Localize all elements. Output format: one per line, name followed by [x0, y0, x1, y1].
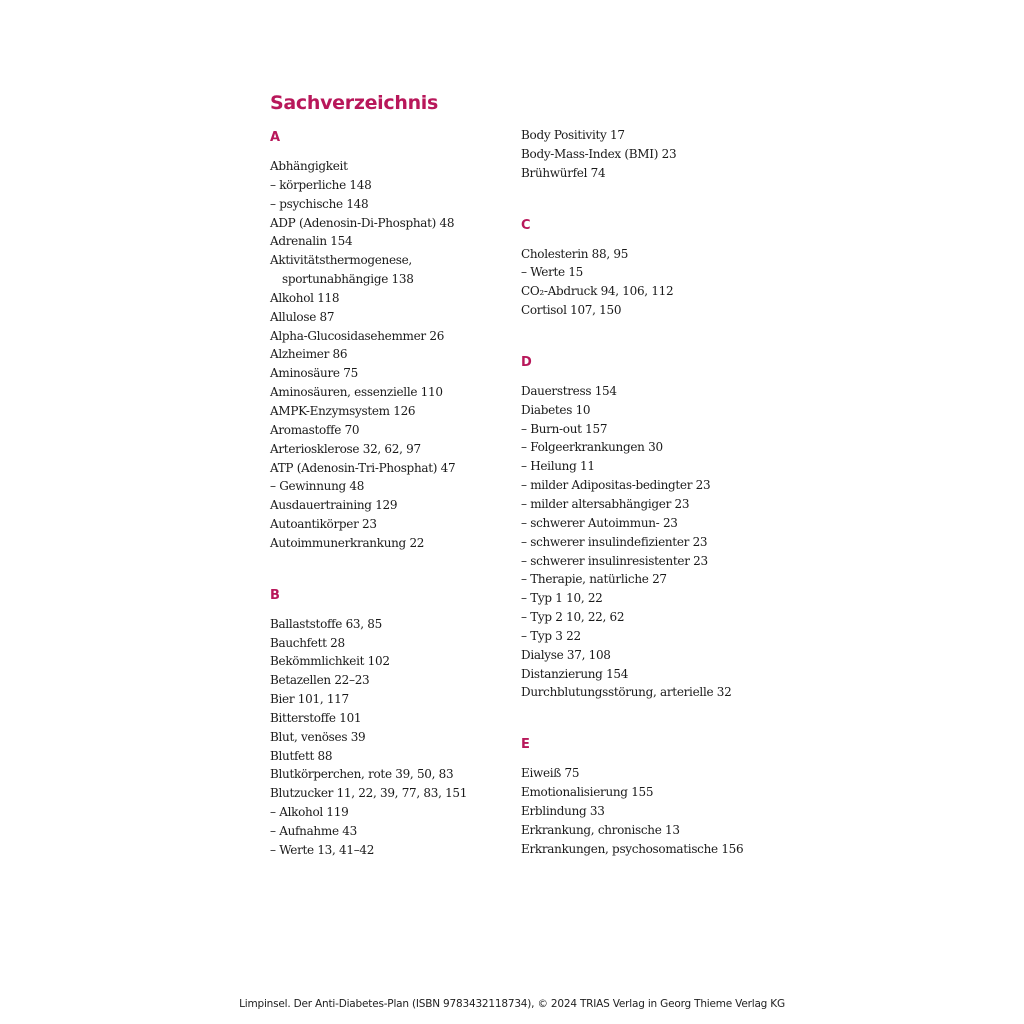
- index-entry: Bekömmlichkeit 102: [270, 654, 390, 669]
- index-entry: – milder Adipositas-bedingter 23: [521, 478, 711, 493]
- index-entry: Ausdauertraining 129: [270, 498, 398, 513]
- section-letter: C: [521, 217, 531, 233]
- index-entry: Aromastoffe 70: [270, 422, 360, 437]
- index-entry: Erkrankungen, psychosomatische 156: [521, 841, 744, 856]
- index-entry: Aktivitätsthermogenese,: [270, 253, 412, 268]
- index-entry: CO₂-Abdruck 94, 106, 112: [521, 284, 674, 299]
- index-entry: – Heilung 11: [521, 459, 595, 474]
- index-entry: – Gewinnung 48: [270, 479, 365, 494]
- index-entry: Blut, venöses 39: [270, 729, 366, 744]
- index-entry: Brühwürfel 74: [521, 165, 606, 180]
- index-entry: Bauchfett 28: [270, 635, 345, 650]
- index-entry: – schwerer insulindefizienter 23: [521, 534, 708, 549]
- section-letter: A: [270, 130, 281, 145]
- index-entry: – Typ 2 10, 22, 62: [521, 610, 625, 625]
- index-entry: Erblindung 33: [521, 803, 605, 818]
- index-entry: Body-Mass-Index (BMI) 23: [521, 146, 677, 161]
- index-entry: Ballaststoffe 63, 85: [270, 616, 382, 631]
- index-entry: – Werte 13, 41–42: [270, 842, 375, 857]
- index-entry: Emotionalisierung 155: [521, 785, 654, 800]
- index-entry: – Typ 1 10, 22: [521, 591, 603, 606]
- index-section: [521, 351, 761, 702]
- index-entry: Erkrankung, chronische 13: [521, 822, 680, 837]
- index-entry: sportunabhängige 138: [282, 272, 414, 287]
- index-entry: Bitterstoffe 101: [270, 710, 362, 725]
- index-entry: Aminosäuren, essenzielle 110: [270, 385, 443, 400]
- index-section: [521, 126, 761, 183]
- index-entry: Blutkörperchen, rote 39, 50, 83: [270, 767, 454, 782]
- index-entry: ATP (Adenosin-Tri-Phosphat) 47: [270, 460, 456, 475]
- section-letter: B: [270, 587, 280, 603]
- section-letter: D: [521, 354, 532, 370]
- section-letter: E: [521, 737, 530, 753]
- index-entry: Alzheimer 86: [270, 347, 348, 362]
- index-entry: – Typ 3 22: [521, 628, 581, 643]
- index-entry: Alpha-Glucosidasehemmer 26: [270, 328, 445, 343]
- index-entry: Cholesterin 88, 95: [521, 246, 629, 261]
- index-entry: Alkohol 118: [270, 290, 340, 305]
- page-title: Sachverzeichnis: [270, 92, 439, 114]
- index-entry: ADP (Adenosin-Di-Phosphat) 48: [270, 215, 455, 230]
- index-entry: Dialyse 37, 108: [521, 647, 611, 662]
- index-entry: – Werte 15: [521, 265, 584, 280]
- index-entry: – Folgeerkrankungen 30: [521, 440, 663, 455]
- index-entry: – psychische 148: [270, 196, 369, 211]
- index-entry: Body Positivity 17: [521, 128, 625, 142]
- index-entry: Adrenalin 154: [270, 234, 353, 249]
- copyright-footer: Limpinsel. Der Anti-Diabetes-Plan (ISBN 9783432118734), © 2024 TRIAS Verlag in Georg Thieme Verlag KG: [239, 998, 785, 1010]
- index-entry: Eiweiß 75: [521, 766, 580, 781]
- index-column-right: [521, 126, 761, 889]
- index-entry: Autoimmunerkrankung 22: [270, 535, 425, 550]
- index-entry: Betazellen 22–23: [270, 673, 370, 688]
- index-section: [521, 214, 761, 320]
- index-entry: – schwerer insulinresistenter 23: [521, 553, 708, 568]
- index-entry: – schwerer Autoimmun- 23: [521, 515, 678, 530]
- index-entry: – Therapie, natürliche 27: [521, 572, 667, 587]
- index-section: [521, 733, 761, 858]
- index-entry: Allulose 87: [270, 309, 335, 324]
- index-entry: Arteriosklerose 32, 62, 97: [270, 441, 421, 456]
- index-entry: Blutfett 88: [270, 748, 333, 763]
- index-entry: – Aufnahme 43: [270, 824, 357, 838]
- index-entry: Blutzucker 11, 22, 39, 77, 83, 151: [270, 786, 468, 801]
- index-entry: – milder altersabhängiger 23: [521, 496, 690, 511]
- index-entry: Autoantikörper 23: [270, 517, 377, 532]
- index-entry: – Alkohol 119: [270, 805, 349, 820]
- index-entry: Dauerstress 154: [521, 383, 617, 398]
- index-column-left: [270, 126, 510, 891]
- index-entry: AMPK-Enzymsystem 126: [270, 403, 416, 418]
- index-entry: Cortisol 107, 150: [521, 303, 622, 318]
- index-section: [270, 584, 510, 860]
- index-entry: Distanzierung 154: [521, 666, 629, 681]
- index-entry: – Burn-out 157: [521, 421, 608, 436]
- index-entry: Bier 101, 117: [270, 692, 349, 707]
- index-entry: Aminosäure 75: [270, 366, 358, 381]
- index-entry: Diabetes 10: [521, 402, 591, 417]
- index-entry: Durchblutungsstörung, arterielle 32: [521, 685, 732, 700]
- index-entry: – körperliche 148: [270, 177, 372, 192]
- index-entry: Abhängigkeit: [270, 159, 348, 173]
- index-section: [270, 126, 510, 553]
